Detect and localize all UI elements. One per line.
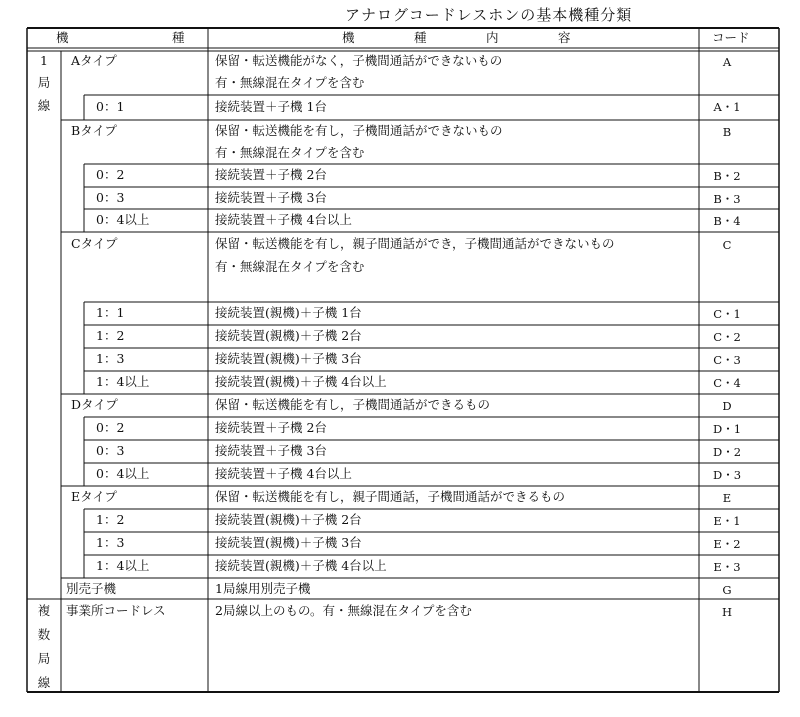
model-sub: 1：3 [96, 535, 125, 550]
header-model-1: 機 [56, 30, 69, 45]
code-cell: D [722, 399, 732, 413]
code-cell: E・2 [713, 537, 741, 551]
content-cell: 保留・転送機能がなく，子機間通話ができないもの [215, 53, 503, 68]
model-sub: 1：4以上 [96, 558, 150, 573]
code-cell: A・1 [713, 100, 741, 114]
model-type-e: Eタイプ [71, 489, 117, 504]
model-sub: 0：2 [96, 167, 125, 182]
model-type-d: Dタイプ [71, 397, 118, 412]
code-cell: C・3 [713, 353, 741, 367]
content-cell: 接続装置＋子機 4台以上 [215, 466, 352, 481]
model-extra-handset: 別売子機 [66, 581, 117, 596]
side-label-single: 1 [40, 53, 48, 68]
content-cell: 接続装置＋子機 2台 [215, 420, 327, 435]
model-sub: 0：3 [96, 190, 125, 205]
content-cell: 有・無線混在タイプを含む [215, 259, 365, 274]
model-type-a: Aタイプ [71, 53, 117, 68]
content-cell: 1局線用別売子機 [215, 581, 311, 596]
model-sub: 1：1 [96, 305, 125, 320]
header-content-2: 種 [414, 30, 427, 45]
model-sub: 0：3 [96, 443, 125, 458]
side-label-multi: 複 [37, 603, 51, 618]
model-business-cordless: 事業所コードレス [66, 603, 166, 618]
model-type-b: Bタイプ [71, 123, 118, 138]
code-cell: B・3 [713, 192, 741, 206]
code-cell: E・1 [713, 514, 741, 528]
content-cell: 保留・転送機能を有し，子機間通話ができないもの [215, 123, 503, 138]
content-cell: 保留・転送機能を有し，子機間通話ができるもの [215, 397, 491, 412]
code-cell: D・2 [712, 445, 742, 459]
content-cell: 接続装置(親機)＋子機 4台以上 [215, 374, 387, 389]
model-sub: 0：1 [96, 99, 125, 114]
content-cell: 接続装置＋子機 1台 [215, 99, 327, 114]
content-cell: 接続装置(親機)＋子機 2台 [215, 512, 362, 527]
content-cell: 保留・転送機能を有し，親子間通話ができ，子機間通話ができないもの [215, 236, 615, 251]
side-label-multi: 線 [37, 675, 51, 690]
code-cell: D・3 [712, 468, 742, 482]
model-sub: 0：4以上 [96, 466, 150, 481]
content-cell: 接続装置(親機)＋子機 3台 [215, 535, 362, 550]
content-cell: 有・無線混在タイプを含む [215, 145, 365, 160]
side-label-single: 局 [37, 75, 51, 90]
model-sub: 1：3 [96, 351, 125, 366]
page-title: アナログコードレスホンの基本機種分類 [345, 6, 633, 24]
content-cell: 2局線以上のもの。有・無線混在タイプを含む [215, 603, 472, 618]
header-content-3: 内 [486, 30, 499, 45]
content-cell: 接続装置(親機)＋子機 2台 [215, 328, 362, 343]
code-cell: A [722, 55, 732, 69]
content-cell: 接続装置＋子機 3台 [215, 443, 327, 458]
content-cell: 接続装置(親機)＋子機 1台 [215, 305, 362, 320]
code-cell: E [722, 491, 732, 505]
model-sub: 0：4以上 [96, 212, 150, 227]
code-cell: C [722, 238, 732, 252]
header-content-4: 容 [558, 30, 571, 45]
code-cell: G [722, 583, 732, 597]
code-cell: B・2 [713, 169, 741, 183]
code-cell: C・1 [713, 307, 741, 321]
model-sub: 1：2 [96, 328, 125, 343]
side-label-multi: 数 [37, 627, 51, 642]
header-model-2: 種 [172, 30, 185, 45]
model-sub: 1：2 [96, 512, 125, 527]
content-cell: 接続装置(親機)＋子機 3台 [215, 351, 362, 366]
content-cell: 保留・転送機能を有し，親子間通話，子機間通話ができるもの [215, 489, 566, 504]
code-cell: H [721, 605, 733, 619]
code-cell: B [722, 125, 732, 139]
header-content-1: 機 [342, 30, 355, 45]
code-cell: B・4 [713, 214, 741, 228]
code-cell: D・1 [712, 422, 742, 436]
code-cell: E・3 [713, 560, 741, 574]
content-cell: 接続装置＋子機 3台 [215, 190, 327, 205]
model-sub: 0：2 [96, 420, 125, 435]
header-code: コード [712, 30, 750, 45]
content-cell: 接続装置＋子機 2台 [215, 167, 327, 182]
side-label-multi: 局 [37, 651, 51, 666]
model-sub: 1：4以上 [96, 374, 150, 389]
content-cell: 接続装置＋子機 4台以上 [215, 212, 352, 227]
content-cell: 有・無線混在タイプを含む [215, 75, 365, 90]
model-type-c: Cタイプ [71, 236, 118, 251]
content-cell: 接続装置(親機)＋子機 4台以上 [215, 558, 387, 573]
code-cell: C・4 [713, 376, 741, 390]
code-cell: C・2 [713, 330, 741, 344]
side-label-single: 線 [37, 98, 51, 113]
